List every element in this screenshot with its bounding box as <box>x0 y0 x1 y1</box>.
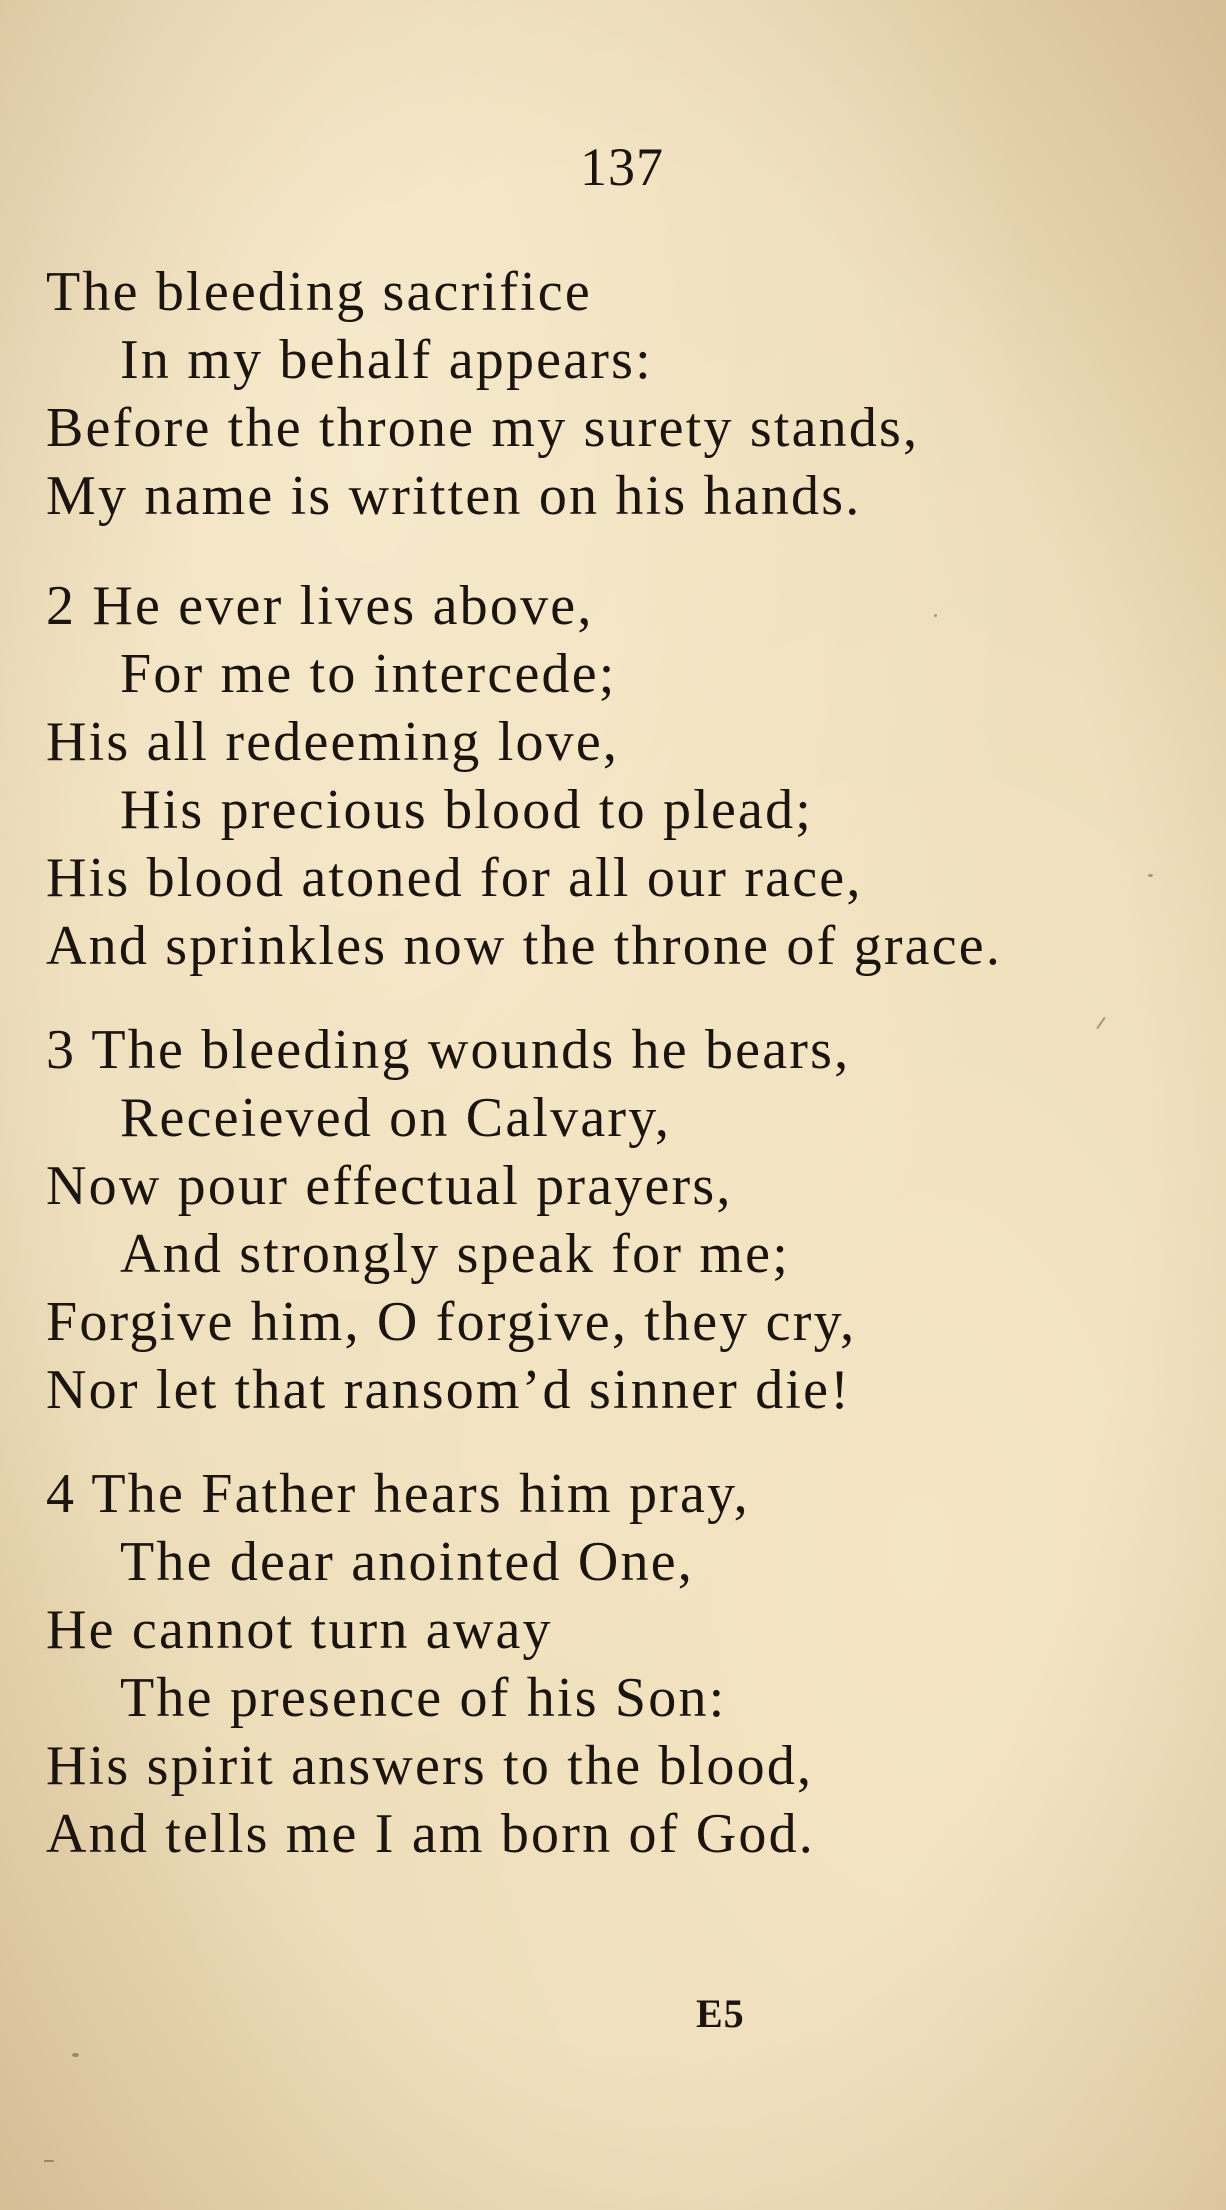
stanza-2 <box>46 572 1186 980</box>
verse-line: His all redeeming love, <box>46 711 620 773</box>
verse-line: Forgive him, O forgive, they cry, <box>46 1291 857 1353</box>
verse-line: The presence of his Son: <box>120 1667 727 1729</box>
verse-line: The dear anointed One, <box>120 1531 694 1593</box>
paper-speck <box>1148 874 1153 877</box>
paper-speck <box>72 2053 79 2057</box>
stanza-continuation <box>46 258 1186 530</box>
signature-mark: E5 <box>696 1991 745 2036</box>
verse-line: My name is written on his hands. <box>46 465 862 527</box>
stanza-3 <box>46 1016 1186 1424</box>
page-number: 137 <box>580 137 664 197</box>
paper-speck <box>44 2160 54 2162</box>
verse-line: His spirit answers to the blood, <box>46 1735 814 1797</box>
verse-line: He cannot turn away <box>46 1599 553 1661</box>
verse-line: And sprinkles now the throne of grace. <box>46 915 1003 977</box>
verse-line: For me to intercede; <box>120 643 617 705</box>
verse-line: Before the throne my surety stands, <box>46 397 920 459</box>
verse-line: His precious blood to plead; <box>120 779 814 841</box>
stanza-4 <box>46 1460 1186 1868</box>
verse-line: Now pour effectual prayers, <box>46 1155 733 1217</box>
verse-line: Receieved on Calvary, <box>120 1087 672 1149</box>
verse-line: And strongly speak for me; <box>120 1223 790 1285</box>
verse-line: 2 He ever lives above, <box>46 575 594 637</box>
verse-line: 4 The Father hears him pray, <box>46 1463 750 1525</box>
paper-speck <box>934 614 937 617</box>
verse-line: Nor let that ransom’d sinner die! <box>46 1359 852 1421</box>
verse-line: 3 The bleeding wounds he bears, <box>46 1019 851 1081</box>
verse-line: The bleeding sacrifice <box>46 261 592 323</box>
verse-line: In my behalf appears: <box>120 329 653 391</box>
verse-line: His blood atoned for all our race, <box>46 847 863 909</box>
verse-line: And tells me I am born of God. <box>46 1803 815 1865</box>
